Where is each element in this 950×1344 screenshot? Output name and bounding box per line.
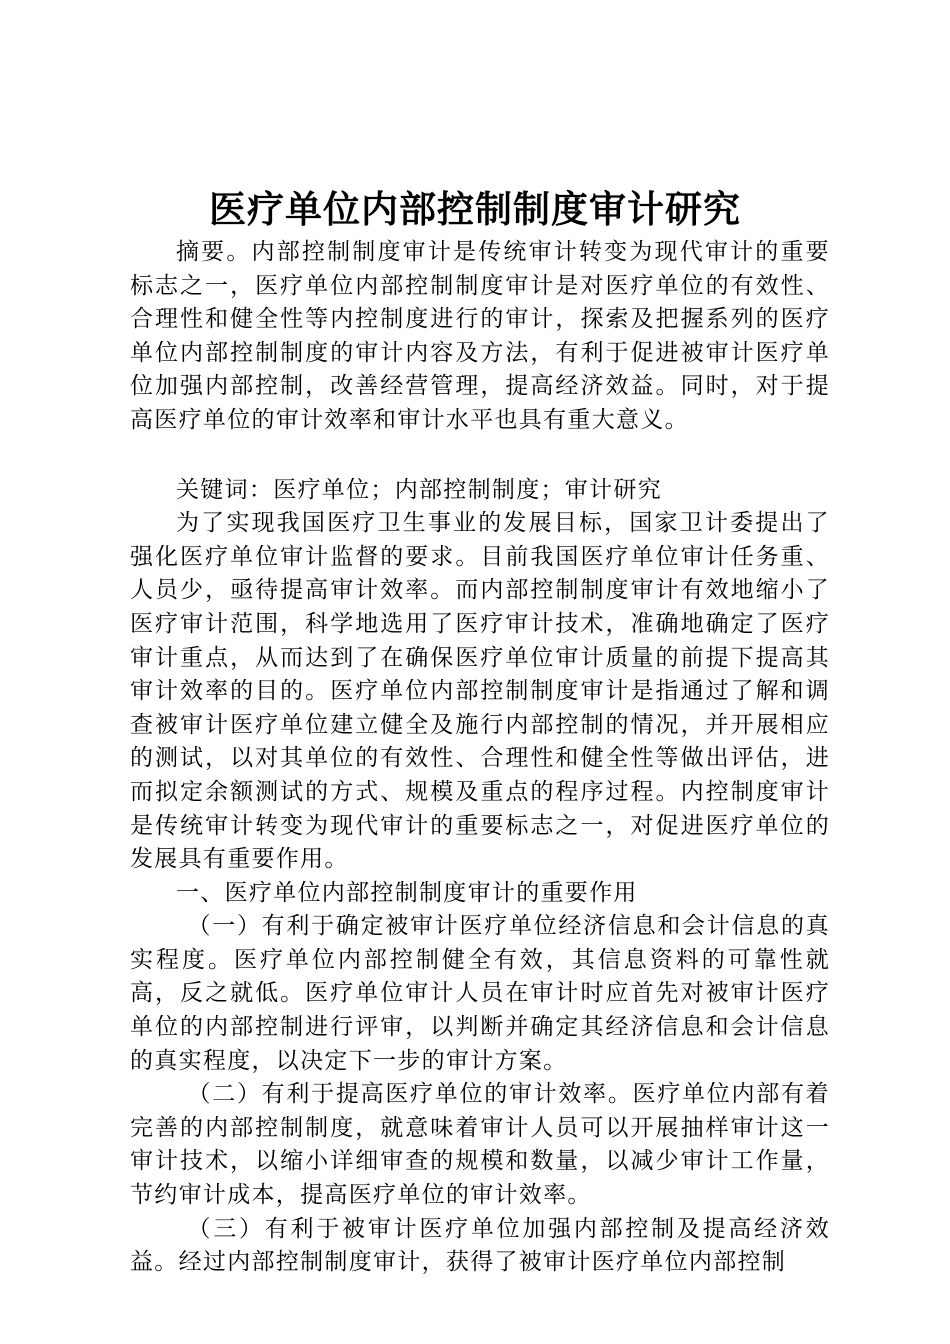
section-heading: 一、医疗单位内部控制制度审计的重要作用 (176, 879, 638, 906)
document-title: 医疗单位内部控制制度审计研究 (209, 187, 741, 231)
document-body (130, 236, 830, 1280)
point-paragraph-3: （三）有利于被审计医疗单位加强内部控制及提高经济效益。经过内部控制制度审计，获得了被审计医疗单位内部控制 (130, 1215, 830, 1276)
abstract-paragraph: 摘要。内部控制制度审计是传统审计转变为现代审计的重要标志之一，医疗单位内部控制制度审计是对医疗单位的有效性、合理性和健全性等内控制度进行的审计，探索及把握系列的医疗单位内部控制制度的审计内容及方法，有利于促进被审计医疗单位加强内部控制，改善经营管理，提高经济效益。同时，对于提高医疗单位的审计效率和审计水平也具有重大意义。 (130, 239, 830, 433)
point-paragraph-2: （二）有利于提高医疗单位的审计效率。医疗单位内部有着完善的内部控制制度，就意味着审计人员可以开展抽样审计这一审计技术，以缩小详细审查的规模和数量，以减少审计工作量，节约审计成本，提高医疗单位的审计效率。 (130, 1081, 830, 1209)
keywords-line: 关键词：医疗单位；内部控制制度；审计研究 (176, 476, 662, 503)
intro-paragraph: 为了实现我国医疗卫生事业的发展目标，国家卫计委提出了强化医疗单位审计监督的要求。目前我国医疗单位审计任务重、人员少，亟待提高审计效率。而内部控制制度审计有效地缩小了医疗审计范围，科学地选用了医疗审计技术，准确地确定了医疗审计重点，从而达到了在确保医疗单位审计质量的前提下提高其审计效率的目的。医疗单位内部控制制度审计是指通过了解和调查被审计医疗单位建立健全及施行内部控制的情况，并开展相应的测试，以对其单位的有效性、合理性和健全性等做出评估，进而拟定余额测试的方式、规模及重点的程序过程。内控制度审计是传统审计转变为现代审计的重要标志之一，对促进医疗单位的发展具有重要作用。 (130, 510, 830, 873)
point-paragraph-1: （一）有利于确定被审计医疗单位经济信息和会计信息的真实程度。医疗单位内部控制健全有效，其信息资料的可靠性就高，反之就低。医疗单位审计人员在审计时应首先对被审计医疗单位的内部控制进行评审，以判断并确定其经济信息和会计信息的真实程度，以决定下一步的审计方案。 (130, 913, 830, 1074)
